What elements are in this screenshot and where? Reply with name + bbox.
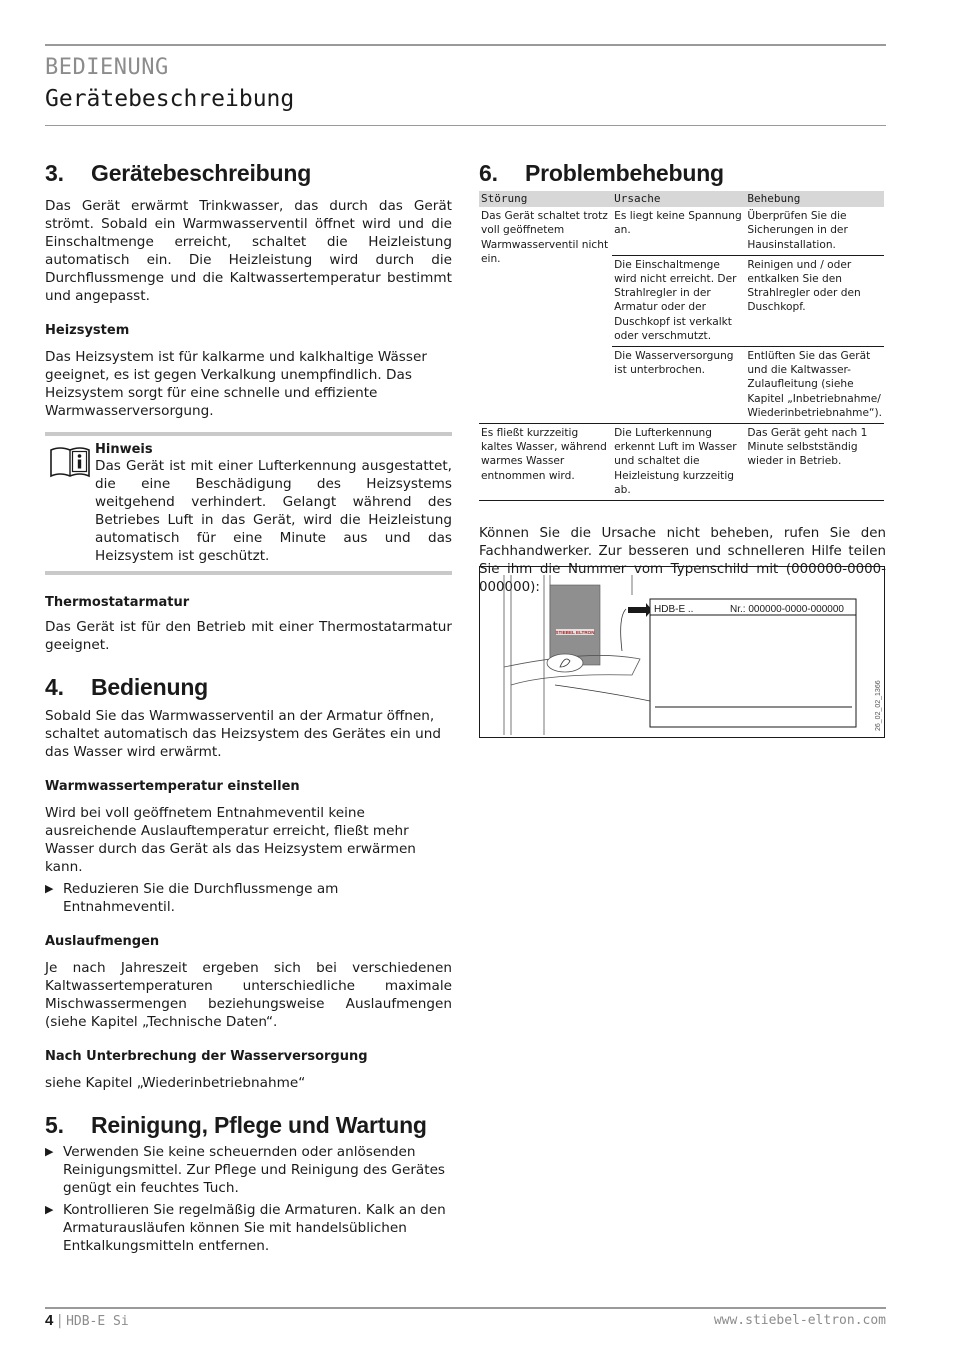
s5-bullet-2 bbox=[45, 1201, 452, 1255]
column-header: Störung bbox=[479, 191, 612, 207]
page-number: 4 bbox=[45, 1312, 54, 1329]
section-4-heading bbox=[45, 674, 452, 701]
table-cell: Überprüfen Sie die Sicherungen in der Hausinstallation. bbox=[745, 207, 884, 255]
section-5-heading bbox=[45, 1112, 452, 1139]
figure-id: 26_02_02_1366 bbox=[875, 680, 882, 731]
footer-url[interactable]: www.stiebel-eltron.com bbox=[713, 1313, 886, 1328]
warmwasser-text: Wird bei voll geöffnetem Entnahmeventil keine ausreichende Auslauftemperatur erreicht, fließt mehr Wasser durch das Gerät als das Heizsystem erwärmen kann. bbox=[45, 805, 416, 875]
note-title: Hinweis bbox=[95, 442, 153, 457]
unterbrechung-heading: Nach Unterbrechung der Wasserversorgung bbox=[45, 1049, 368, 1064]
thermostat-text: Das Gerät ist für den Betrieb mit einer Thermostatarmatur geeignet. bbox=[45, 619, 452, 653]
header-title: Gerätebeschreibung bbox=[45, 86, 295, 112]
type-plate-figure bbox=[479, 566, 885, 738]
bullet-triangle-icon: ▶ bbox=[45, 1145, 54, 1158]
bullet-triangle-icon: ▶ bbox=[45, 882, 54, 895]
section-title: Gerätebeschreibung bbox=[91, 160, 312, 186]
table-cell: Die Einschaltmenge wird nicht erreicht. Der Strahlregler in der Armatur oder der Duschkopf ist verkalkt oder verschmutzt. bbox=[612, 255, 745, 346]
bullet-text: Kontrollieren Sie regelmäßig die Armaturen. Kalk an den Armaturausläufen können Sie mit handelsüblichen Entkalkungsmitteln entfernen. bbox=[63, 1202, 446, 1254]
note-text: Das Gerät ist mit einer Lufterkennung ausgestattet, die eine Beschädigung des Heizsystems weitgehend verhindert. Gelangt während des Betriebes Luft in das Gerät, wird die Heizleistung automatisch für eine Minute aus und das Heizsystem ist geschützt. bbox=[95, 458, 452, 564]
heizsystem-text: Das Heizsystem ist für kalkarme und kalkhaltige Wässer geeignet, es ist gegen Verkalkung unempfindlich. Das Heizsystem sorgt für eine schnelle und effiziente Warmwasserversorgung. bbox=[45, 349, 427, 419]
plate-model: HDB-E .. bbox=[654, 604, 694, 615]
thermostat-heading: Thermostatarmatur bbox=[45, 595, 190, 610]
section-number: 3. bbox=[45, 160, 64, 186]
footer-separator: | bbox=[57, 1313, 63, 1329]
troubleshooting-table bbox=[479, 191, 884, 501]
header-bottom-rule bbox=[45, 125, 886, 126]
section-number: 4. bbox=[45, 674, 64, 700]
table-cell: Das Gerät geht nach 1 Minute selbstständig wieder in Betrieb. bbox=[745, 424, 884, 501]
book-info-icon bbox=[49, 446, 91, 478]
right-column bbox=[479, 160, 886, 597]
column-header: Ursache bbox=[612, 191, 745, 207]
auslaufmengen-heading: Auslaufmengen bbox=[45, 934, 160, 949]
brand-label: STIEBEL ELTRON bbox=[555, 630, 595, 635]
section-title: Bedienung bbox=[91, 674, 209, 700]
table-header-row bbox=[479, 191, 884, 207]
table-cell: Die Wasserversorgung ist unterbrochen. bbox=[612, 347, 745, 424]
bullet-text: Reduzieren Sie die Durchflussmenge am Entnahmeventil. bbox=[63, 881, 339, 915]
bullet-text: Verwenden Sie keine scheuernden oder anlösenden Reinigungsmittel. Zur Pflege und Reinigung des Gerätes genügt ein feuchtes Tuch. bbox=[63, 1144, 446, 1196]
table-row bbox=[479, 424, 884, 501]
unterbrechung-text: siehe Kapitel „Wiederinbetriebnahme“ bbox=[45, 1075, 306, 1091]
heizsystem-heading: Heizsystem bbox=[45, 323, 130, 338]
section-number: 6. bbox=[479, 160, 498, 186]
section-number: 5. bbox=[45, 1112, 64, 1138]
section-title: Reinigung, Pflege und Wartung bbox=[91, 1112, 427, 1138]
section-3-heading bbox=[45, 160, 452, 187]
table-cell: Entlüften Sie das Gerät und die Kaltwasser-Zulaufleitung (siehe Kapitel „Inbetriebnahme/ Wiederinbetriebnahme“). bbox=[745, 347, 884, 424]
footer-left bbox=[45, 1312, 129, 1329]
contact-text: Können Sie die Ursache nicht beheben, rufen Sie den Fachhandwerker. Zur besseren und schnelleren Hilfe teilen Sie ihm die Nummer vom Typenschild mit (000000-0000-000000): bbox=[479, 526, 886, 596]
column-header: Behebung bbox=[745, 191, 884, 207]
warmwasser-heading: Warmwassertemperatur einstellen bbox=[45, 779, 300, 794]
left-column bbox=[45, 160, 452, 1255]
plate-number: Nr.: 000000-0000-000000 bbox=[730, 604, 844, 615]
table-cell: Die Lufterkennung erkennt Luft im Wasser und schaltet die Heizleistung kurzzeitig ab. bbox=[612, 424, 745, 501]
table-row bbox=[479, 207, 884, 255]
section-title: Problembehebung bbox=[525, 160, 724, 186]
footer-product: HDB-E Si bbox=[66, 1314, 129, 1329]
footer-rule bbox=[45, 1307, 886, 1309]
device-illustration bbox=[480, 567, 884, 737]
s3-intro: Das Gerät erwärmt Trinkwasser, das durch das Gerät strömt. Sobald ein Warmwasserventil öffnet wird und die Einschaltmenge erreicht, schaltet die Heizleistung automatisch ein. Die Heizleistung wird durch die Durchflussmenge und die Kaltwassertemperatur bestimmt und angepasst. bbox=[45, 198, 452, 304]
table-cell: Das Gerät schaltet trotz voll geöffnetem Warmwasserventil nicht ein. bbox=[479, 207, 612, 423]
s5-bullet-1 bbox=[45, 1143, 452, 1197]
bullet-triangle-icon: ▶ bbox=[45, 1203, 54, 1216]
s4-intro: Sobald Sie das Warmwasserventil an der Armatur öffnen, schaltet automatisch das Heizsystem des Gerätes ein und das Wasser wird erwärmt. bbox=[45, 708, 441, 760]
note-box bbox=[45, 432, 452, 575]
section-6-heading bbox=[479, 160, 886, 187]
warmwasser-bullet bbox=[45, 880, 452, 916]
header-category: BEDIENUNG bbox=[45, 55, 169, 80]
table-cell: Es liegt keine Spannung an. bbox=[612, 207, 745, 255]
table-cell: Es fließt kurzzeitig kaltes Wasser, während warmes Wasser entnommen wird. bbox=[479, 424, 612, 501]
auslaufmengen-text: Je nach Jahreszeit ergeben sich bei verschiedenen Kaltwassertemperaturen unterschiedliche maximale Mischwassermengen beziehungsweise Auslaufmengen (siehe Kapitel „Technische Daten“. bbox=[45, 960, 452, 1030]
header-top-rule bbox=[45, 44, 886, 46]
table-cell: Reinigen und / oder entkalken Sie den Strahlregler oder den Duschkopf. bbox=[745, 255, 884, 346]
